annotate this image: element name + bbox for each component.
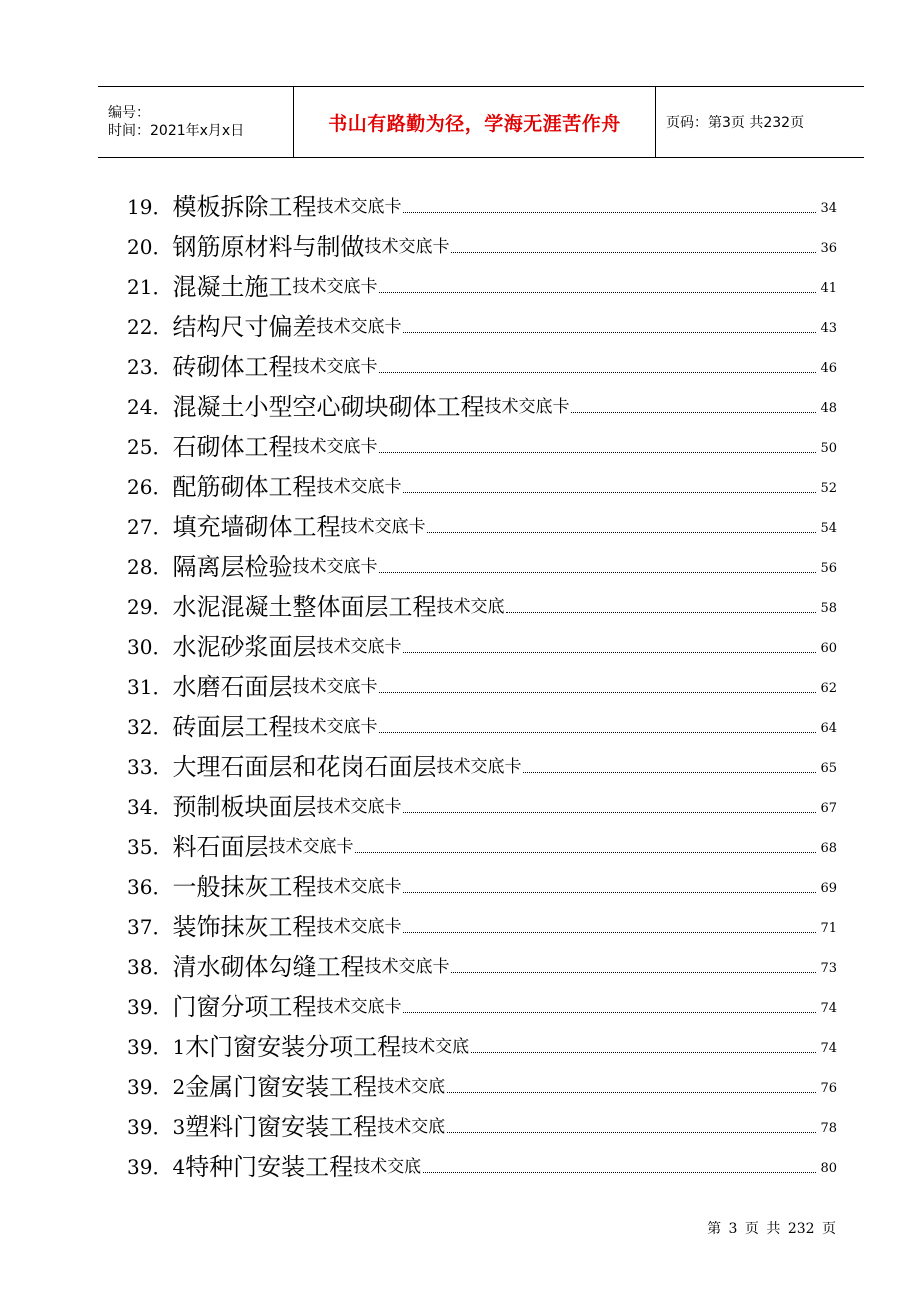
toc-dot-leader	[403, 891, 816, 893]
toc-entry-page: 46	[820, 361, 837, 376]
toc-entry[interactable]	[127, 622, 837, 662]
toc-entry-number: 28．	[127, 555, 173, 579]
toc-entry[interactable]	[127, 942, 837, 982]
toc-entry[interactable]	[127, 422, 837, 462]
toc-entry-page: 73	[820, 961, 837, 976]
toc-entry[interactable]	[127, 382, 837, 422]
toc-entry-number: 20．	[127, 235, 173, 259]
toc-dot-leader	[471, 1051, 816, 1053]
toc-entry-title: 水磨石面层	[172, 673, 293, 701]
toc-entry[interactable]	[127, 1062, 837, 1102]
toc-entry-title: 装饰抹灰工程	[172, 913, 317, 941]
toc-dot-leader	[451, 971, 816, 973]
toc-entry[interactable]	[127, 982, 837, 1022]
toc-dot-leader	[506, 611, 816, 613]
toc-dot-leader	[423, 1171, 816, 1173]
toc-entry-page: 69	[820, 881, 837, 896]
toc-entry-suffix: 技术交底卡	[292, 277, 378, 297]
toc-dot-leader	[451, 251, 816, 253]
toc-entry-page: 54	[820, 521, 837, 536]
toc-entry[interactable]	[127, 702, 837, 742]
toc-dot-leader	[379, 291, 816, 293]
toc-entry-number: 25．	[127, 435, 173, 459]
table-of-contents	[127, 182, 837, 1182]
toc-entry-number: 30．	[127, 635, 173, 659]
serial-label: 编号：	[108, 105, 150, 121]
toc-entry-title: 填充墙砌体工程	[172, 513, 341, 541]
toc-entry-title: 混凝土小型空心砌块砌体工程	[172, 393, 485, 421]
toc-dot-leader	[523, 771, 816, 773]
toc-entry-title: 清水砌体勾缝工程	[172, 953, 365, 981]
toc-entry-title: 木门窗安装分项工程	[185, 1033, 402, 1061]
toc-entry-page: 43	[820, 321, 837, 336]
toc-entry-number: 35．	[127, 835, 173, 859]
toc-dot-leader	[403, 211, 816, 213]
header-motto	[294, 87, 656, 157]
toc-entry-number: 26．	[127, 475, 173, 499]
toc-entry-title: 大理石面层和花岗石面层	[172, 753, 437, 781]
toc-dot-leader	[571, 411, 816, 413]
toc-entry-suffix: 技术交底卡	[292, 437, 378, 457]
toc-entry-suffix: 技术交底卡	[292, 557, 378, 577]
toc-entry-title: 金属门窗安装工程	[185, 1073, 378, 1101]
toc-entry-number: 31．	[127, 675, 173, 699]
toc-entry[interactable]	[127, 902, 837, 942]
toc-entry-suffix: 技术交底卡	[292, 357, 378, 377]
toc-entry-suffix: 技术交底卡	[364, 957, 450, 977]
toc-entry-page: 68	[820, 841, 837, 856]
toc-entry-number: 36．	[127, 875, 173, 899]
toc-entry-title: 水泥砂浆面层	[172, 633, 317, 661]
toc-entry-page: 74	[820, 1041, 837, 1056]
toc-entry[interactable]	[127, 1022, 837, 1062]
toc-entry-title: 砖砌体工程	[172, 353, 293, 381]
toc-entry-page: 41	[820, 281, 837, 296]
toc-entry-suffix: 技术交底卡	[292, 717, 378, 737]
toc-entry-page: 67	[820, 801, 837, 816]
toc-dot-leader	[403, 331, 816, 333]
toc-entry-title: 混凝土施工	[172, 273, 293, 301]
page-header	[98, 86, 864, 158]
toc-entry-number: 19．	[127, 195, 173, 219]
toc-entry[interactable]	[127, 222, 837, 262]
toc-entry-title: 预制板块面层	[172, 793, 317, 821]
toc-entry-page: 60	[820, 641, 837, 656]
toc-entry-suffix: 技术交底卡	[364, 237, 450, 257]
toc-entry-title: 砖面层工程	[172, 713, 293, 741]
toc-entry[interactable]	[127, 1142, 837, 1182]
toc-entry-page: 65	[820, 761, 837, 776]
toc-entry-title: 水泥混凝土整体面层工程	[172, 593, 437, 621]
toc-entry-page: 48	[820, 401, 837, 416]
toc-entry-title: 隔离层检验	[172, 553, 293, 581]
toc-entry[interactable]	[127, 182, 837, 222]
toc-entry-suffix: 技术交底卡	[316, 797, 402, 817]
toc-dot-leader	[447, 1091, 816, 1093]
toc-entry-page: 56	[820, 561, 837, 576]
toc-entry-suffix: 技术交底卡	[316, 317, 402, 337]
toc-entry[interactable]	[127, 342, 837, 382]
header-meta	[98, 87, 294, 157]
toc-entry-number: 29．	[127, 595, 173, 619]
toc-entry-number: 38．	[127, 955, 173, 979]
page-code-text: 页码：第3页 共232页	[666, 115, 805, 131]
toc-dot-leader	[355, 851, 816, 853]
toc-entry-page: 52	[820, 481, 837, 496]
toc-entry-number: 33．	[127, 755, 173, 779]
toc-entry-number: 22．	[127, 315, 173, 339]
toc-dot-leader	[379, 731, 816, 733]
time-text: 时间：2021年x月x日	[108, 123, 245, 139]
toc-entry[interactable]	[127, 862, 837, 902]
toc-entry-page: 74	[820, 1001, 837, 1016]
toc-entry-page: 58	[820, 601, 837, 616]
toc-dot-leader	[403, 1011, 816, 1013]
toc-entry-suffix: 技术交底	[436, 597, 505, 617]
toc-dot-leader	[403, 651, 816, 653]
toc-entry[interactable]	[127, 262, 837, 302]
toc-entry-page: 50	[820, 441, 837, 456]
toc-entry[interactable]	[127, 742, 837, 782]
toc-entry-number: 39．	[127, 995, 173, 1019]
toc-entry-title: 结构尺寸偏差	[172, 313, 317, 341]
toc-dot-leader	[379, 451, 816, 453]
toc-dot-leader	[403, 491, 816, 493]
toc-entry-page: 34	[820, 201, 837, 216]
toc-entry-suffix: 技术交底卡	[316, 997, 402, 1017]
toc-entry-title: 塑料门窗安装工程	[185, 1113, 378, 1141]
toc-entry[interactable]	[127, 822, 837, 862]
toc-entry-number: 39．3	[127, 1115, 186, 1139]
toc-dot-leader	[403, 931, 816, 933]
toc-entry-title: 料石面层	[172, 833, 269, 861]
toc-entry-number: 32．	[127, 715, 173, 739]
toc-entry-number: 34．	[127, 795, 173, 819]
toc-entry[interactable]	[127, 582, 837, 622]
toc-entry-page: 76	[820, 1081, 837, 1096]
toc-entry-number: 21．	[127, 275, 173, 299]
toc-entry-suffix: 技术交底卡	[316, 877, 402, 897]
toc-entry-suffix: 技术交底	[353, 1157, 422, 1177]
toc-entry-suffix: 技术交底卡	[316, 637, 402, 657]
toc-entry-number: 27．	[127, 515, 173, 539]
toc-entry-title: 一般抹灰工程	[172, 873, 317, 901]
motto-text: 书山有路勤为径，学海无涯苦作舟	[328, 112, 621, 135]
toc-dot-leader	[379, 691, 816, 693]
toc-entry-number: 39．2	[127, 1075, 186, 1099]
toc-entry-title: 配筋砌体工程	[172, 473, 317, 501]
toc-entry-suffix: 技术交底	[377, 1077, 446, 1097]
toc-entry[interactable]	[127, 782, 837, 822]
toc-entry-suffix: 技术交底卡	[316, 917, 402, 937]
toc-entry-page: 78	[820, 1121, 837, 1136]
toc-entry-page: 71	[820, 921, 837, 936]
toc-entry-number: 23．	[127, 355, 173, 379]
toc-entry-page: 36	[820, 241, 837, 256]
toc-entry-number: 39．4	[127, 1155, 186, 1179]
toc-entry-page: 64	[820, 721, 837, 736]
toc-entry-number: 37．	[127, 915, 173, 939]
toc-entry-suffix: 技术交底卡	[316, 477, 402, 497]
toc-entry-suffix: 技术交底卡	[316, 197, 402, 217]
toc-entry-number: 24．	[127, 395, 173, 419]
toc-entry[interactable]	[127, 1102, 837, 1142]
toc-entry[interactable]	[127, 662, 837, 702]
toc-dot-leader	[427, 531, 816, 533]
toc-entry-suffix: 技术交底	[401, 1037, 470, 1057]
toc-entry-suffix: 技术交底卡	[268, 837, 354, 857]
toc-entry-title: 特种门安装工程	[185, 1153, 354, 1181]
toc-dot-leader	[379, 571, 816, 573]
toc-entry-suffix: 技术交底卡	[484, 397, 570, 417]
toc-entry-suffix: 技术交底卡	[340, 517, 426, 537]
toc-entry-title: 钢筋原材料与制做	[172, 233, 365, 261]
toc-entry-title: 模板拆除工程	[172, 193, 317, 221]
toc-entry-number: 39．1	[127, 1035, 186, 1059]
toc-dot-leader	[379, 371, 816, 373]
toc-entry[interactable]	[127, 542, 837, 582]
toc-entry[interactable]	[127, 302, 837, 342]
toc-dot-leader	[447, 1131, 816, 1133]
toc-dot-leader	[403, 811, 816, 813]
header-page-code	[656, 87, 864, 157]
toc-entry-page: 62	[820, 681, 837, 696]
toc-entry-title: 石砌体工程	[172, 433, 293, 461]
toc-entry-page: 80	[820, 1161, 837, 1176]
toc-entry-suffix: 技术交底	[377, 1117, 446, 1137]
toc-entry-title: 门窗分项工程	[172, 993, 317, 1021]
toc-entry-suffix: 技术交底卡	[436, 757, 522, 777]
toc-entry[interactable]	[127, 462, 837, 502]
page-footer: 第 3 页 共 232 页	[707, 1221, 836, 1237]
toc-entry[interactable]	[127, 502, 837, 542]
toc-entry-suffix: 技术交底卡	[292, 677, 378, 697]
